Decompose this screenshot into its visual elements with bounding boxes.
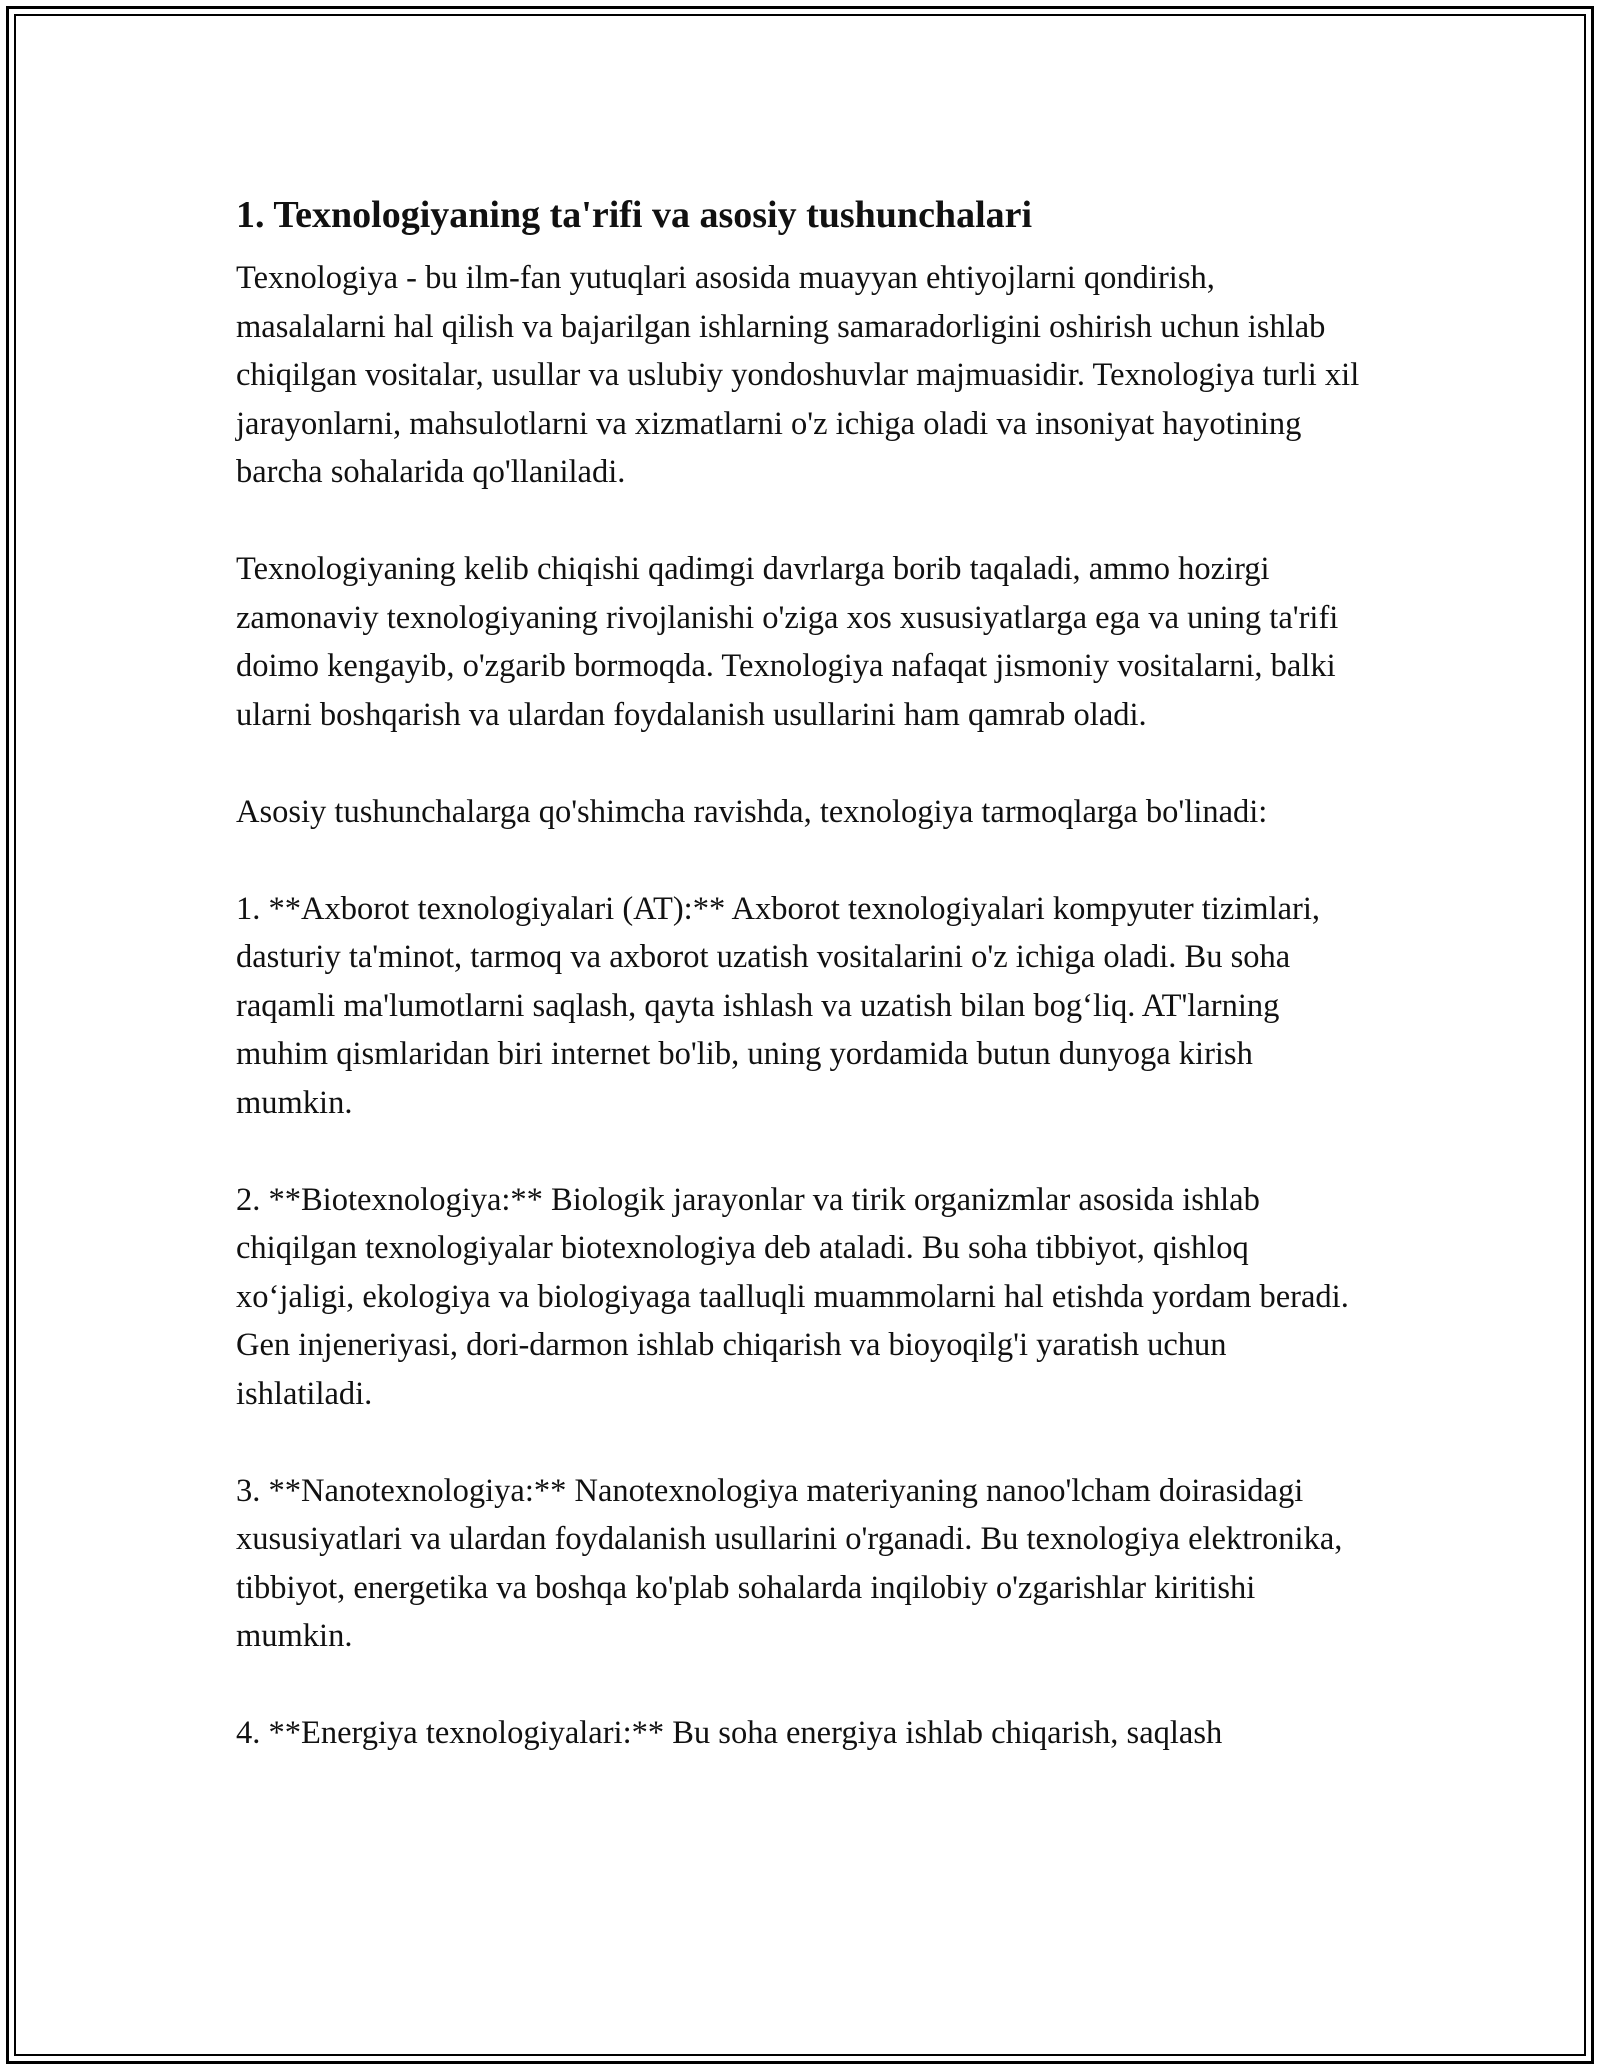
- list-item-energy-technologies: 4. **Energiya texnologiyalari:** Bu soha energiya ishlab chiqarish, saqlash: [236, 1715, 1223, 1751]
- paragraph-branches-intro: Asosiy tushunchalarga qo'shimcha ravishda, texnologiya tarmoqlarga bo'linadi:: [236, 793, 1268, 830]
- list-item-biotechnology: 2. **Biotexnologiya:** Biologik jarayonlar va tirik organizmlar asosida ishlab chiqilgan texnologiyalar biotexnologiya deb ataladi. Bu soha tibbiyot, qishloq xo‘jaligi, ekologiya va biologiyaga taalluqli muammolarni hal etishda yordam beradi. Gen injeneriyasi, dori-darmon ishlab chiqarish va bioyoqilg'i yaratish uchun ishlatiladi.: [236, 1181, 1349, 1412]
- paragraph-definition: Texnologiya - bu ilm-fan yutuqlari asosida muayyan ehtiyojlarni qondirish, masalalarni hal qilish va bajarilgan ishlarning samaradorligini oshirish uchun ishlab chiqilgan vositalar, usullar va uslubiy yondoshuvlar majmuasidir. Texnologiya turli xil jarayonlarni, mahsulotlarni va xizmatlarni o'z ichiga oladi va insoniyat hayotining barcha sohalarida qo'llaniladi.: [236, 260, 1360, 490]
- list-item-nanotechnology: 3. **Nanotexnologiya:** Nanotexnologiya materiyaning nanoo'lcham doirasidagi xususiyatlari va ulardan foydalanish usullarini o'rganadi. Bu texnologiya elektronika, tibbiyot, energetika va boshqa ko'plab sohalarda inqilobiy o'zgarishlar kiritishi mumkin.: [236, 1472, 1343, 1654]
- paragraph-origin: Texnologiyaning kelib chiqishi qadimgi davrlarga borib taqaladi, ammo hozirgi zamonaviy texnologiyaning rivojlanishi o'ziga xos xususiyatlarga ega va uning ta'rifi doimo kengayib, o'zgarib bormoqda. Texnologiya nafaqat jismoniy vositalarni, balki ularni boshqarish va ulardan foydalanish usullarini ham qamrab oladi.: [236, 551, 1339, 733]
- section-heading: 1. Texnologiyaning ta'rifi va asosiy tushunchalari: [236, 194, 1033, 236]
- document-body: [236, 190, 1366, 1806]
- list-item-information-technology: 1. **Axborot texnologiyalari (AT):** Axborot texnologiyalari kompyuter tizimlari, dasturiy ta'minot, tarmoq va axborot uzatish vositalarini o'z ichiga oladi. Bu soha raqamli ma'lumotlarni saqlash, qayta ishlash va uzatish bilan bog‘liq. AT'larning muhim qismlaridan biri internet bo'lib, uning yordamida butun dunyoga kirish mumkin.: [236, 890, 1321, 1121]
